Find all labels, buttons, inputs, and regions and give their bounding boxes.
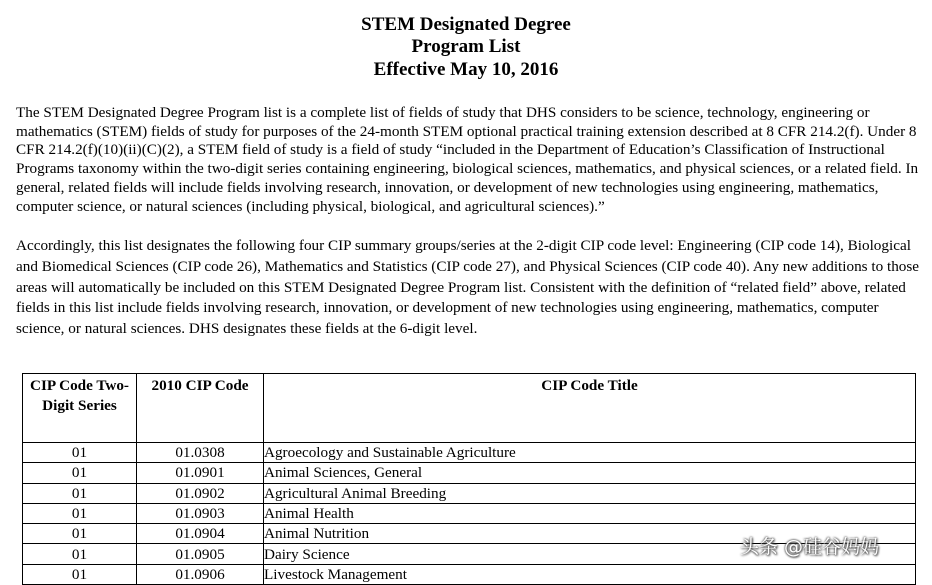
watermark-text: 头条 @硅谷妈妈 <box>740 536 880 558</box>
title-line-3: Effective May 10, 2016 <box>373 59 559 80</box>
cell-series: 01 <box>23 483 137 503</box>
cell-title: Livestock Management <box>264 564 916 584</box>
cell-series: 01 <box>23 544 137 564</box>
cell-code: 01.0905 <box>137 544 264 564</box>
cell-code: 01.0308 <box>137 443 264 463</box>
cell-title: Agroecology and Sustainable Agriculture <box>264 443 916 463</box>
cell-series: 01 <box>23 503 137 523</box>
cell-title: Animal Sciences, General <box>264 463 916 483</box>
document-title <box>0 14 932 81</box>
cell-series: 01 <box>23 564 137 584</box>
title-line-1: STEM Designated Degree <box>361 14 571 35</box>
table-row <box>23 463 916 483</box>
table-row <box>23 564 916 584</box>
header-series: CIP Code Two-Digit Series <box>23 374 137 443</box>
designation-paragraph: Accordingly, this list designates the following four CIP summary groups/series at the 2-digit CIP code level: Engineering (CIP code 14), Biological and Biomedical Sciences (CIP code 26), Mathematics and Statistics (CIP code 27), and Physical Sciences (CIP code 40). Any new additions to those areas will automatically be included on this STEM Designated Degree Program list. Consistent with the definition of “related field” above, related fields in this list include fields involving research, innovation, or development of new technologies using engineering, mathematics, computer science, or natural sciences. DHS designates these fields at the 6-digit level. <box>16 237 920 338</box>
table-row <box>23 483 916 503</box>
cell-series: 01 <box>23 463 137 483</box>
table-row <box>23 503 916 523</box>
cell-title: Animal Health <box>264 503 916 523</box>
cell-code: 01.0903 <box>137 503 264 523</box>
table-row <box>23 443 916 463</box>
table-header-row <box>23 374 916 443</box>
cell-title: Agricultural Animal Breeding <box>264 483 916 503</box>
cell-code: 01.0906 <box>137 564 264 584</box>
cell-code: 01.0901 <box>137 463 264 483</box>
cell-series: 01 <box>23 524 137 544</box>
cell-series: 01 <box>23 443 137 463</box>
cell-title: Animal Nutrition <box>264 524 916 544</box>
header-title: CIP Code Title <box>264 374 916 443</box>
cell-code: 01.0902 <box>137 483 264 503</box>
header-code: 2010 CIP Code <box>137 374 264 443</box>
cell-code: 01.0904 <box>137 524 264 544</box>
intro-paragraph: The STEM Designated Degree Program list is a complete list of fields of study that DHS considers to be science, technology, engineering or mathematics (STEM) fields of study for purposes of the 24-month STEM optional practical training extension described at 8 CFR 214.2(f). Under 8 CFR 214.2(f)(10)(ii)(C)(2), a STEM field of study is a field of study “included in the Department of Education’s Classification of Instructional Programs taxonomy within the two-digit series containing engineering, biological sciences, mathematics, and physical sciences, or a related field. In general, related fields will include fields involving research, innovation, or development of new technologies using engineering, mathematics, computer science, or natural sciences (including physical, biological, and agricultural sciences).” <box>16 104 919 215</box>
title-line-2: Program List <box>411 36 521 57</box>
cell-title: Dairy Science <box>264 544 916 564</box>
